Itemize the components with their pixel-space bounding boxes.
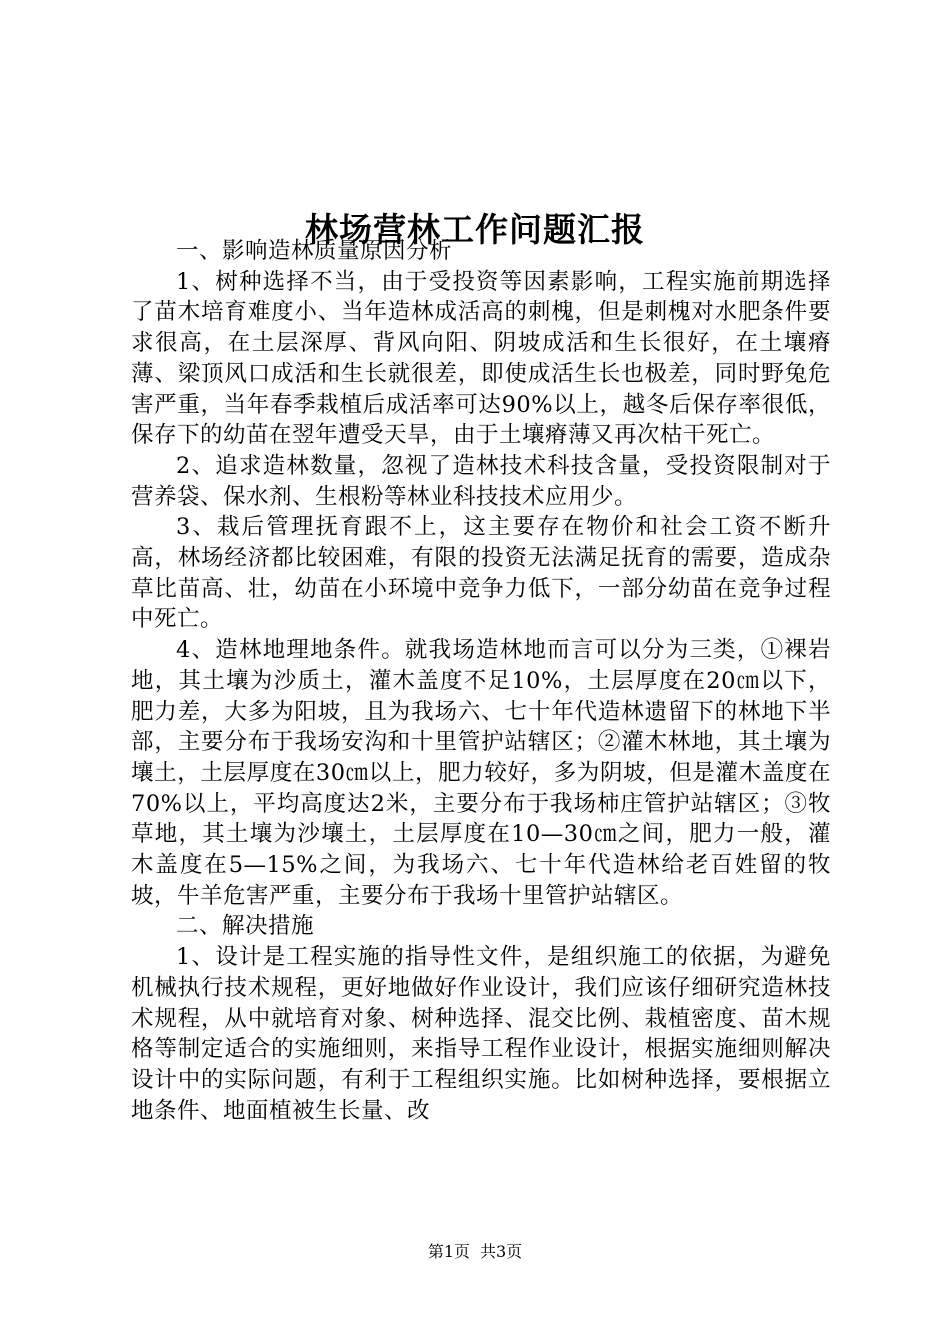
- document-body: [131, 236, 831, 1126]
- paragraph-tree-species: 1、树种选择不当，由于受投资等因素影响，工程实施前期选择了苗木培育难度小、当年造林成活高的刺槐，但是刺槐对水肥条件要求很高，在土层深厚、背风向阳、阴坡成活和生长很好，在土壤瘠薄、梁顶风口成活和生长就很差，即使成活生长也极差，同时野兔危害严重，当年春季栽植后成活率可达90%以上，越冬后保存率很低，保存下的幼苗在翌年遭受天旱，由于土壤瘠薄又再次枯干死亡。: [131, 268, 831, 449]
- page-number: 第1页: [427, 1242, 470, 1261]
- page-total: 共3页: [480, 1242, 523, 1261]
- page-footer: [0, 1240, 950, 1264]
- section-heading-measures: 二、解决措施: [176, 913, 315, 940]
- paragraph-site-conditions: 4、造林地理地条件。就我场造林地而言可以分为三类，①裸岩地，其土壤为沙质土，灌木盖度不足10%，土层厚度在20㎝以下，肥力差，大多为阳坡，且为我场六、七十年代造林遗留下的林地下半部，主要分布于我场安沟和十里管护站辖区；②灌木林地，其土壤为壤土，土层厚度在30㎝以上，肥力较好，多为阴坡，但是灌木盖度在70%以上，平均高度达2米，主要分布于我场柿庄管护站辖区；③牧草地，其土壤为沙壤土，土层厚度在10—30㎝之间，肥力一般，灌木盖度在5—15%之间，为我场六、七十年代造林给老百姓留的牧坡，牛羊危害严重，主要分布于我场十里管护站辖区。: [131, 637, 831, 909]
- paragraph-management: 3、栽后管理抚育跟不上，这主要存在物价和社会工资不断升高，林场经济都比较困难，有限的投资无法满足抚育的需要，造成杂草比苗高、壮，幼苗在小环境中竞争力低下，一部分幼苗在竞争过程中死亡。: [131, 514, 831, 633]
- document-title: 林场营林工作问题汇报: [305, 210, 645, 250]
- section-heading-analysis: 一、影响造林质量原因分析: [176, 238, 453, 264]
- paragraph-design: 1、设计是工程实施的指导性文件，是组织施工的依据，为避免机械执行技术规程，更好地做好作业设计，我们应该仔细研究造林技术规程，从中就培育对象、树种选择、混交比例、栽植密度、苗木规格等制定适合的实施细则，来指导工程作业设计，根据实施细则解决设计中的实际问题，有利于工程组织实施。比如树种选择，要根据立地条件、地面植被生长量、改: [131, 944, 831, 1124]
- paragraph-quantity: 2、追求造林数量，忽视了造林技术科技含量，受投资限制对于营养袋、保水剂、生根粉等林业科技技术应用少。: [131, 452, 831, 510]
